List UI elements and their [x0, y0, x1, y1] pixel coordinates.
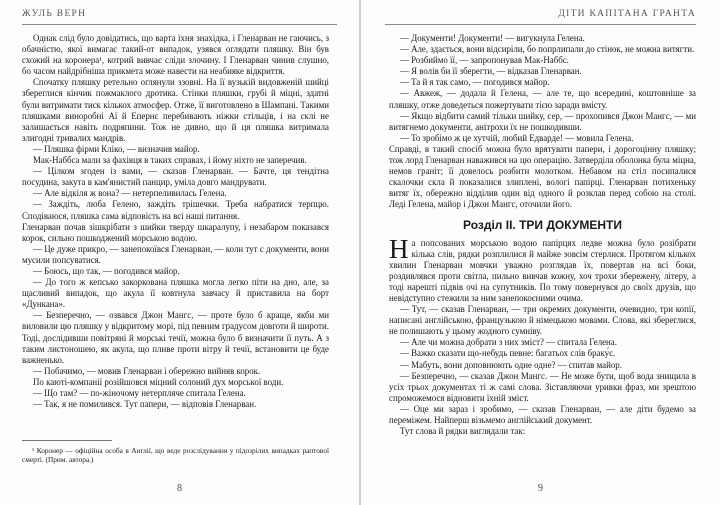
paragraph: — Оце ми зараз і зробимо, — сказав Гленарван, — але діти будемо за переміжем. Найперш візьмемо англійський документ.: [389, 403, 696, 425]
chapter-heading: Розділ II. ТРИ ДОКУМЕНТИ: [463, 217, 622, 232]
paragraph: — Авжеж, — додала й Гелена, — але те, що всередині, коштовніше за пляшку, отже доведеться пожертувати тією заради вмісту.: [389, 88, 696, 110]
paragraph: — Якщо відбити самий тільки шийку, сер, — прохопився Джон Мангс, — ми витягнемо документи, анітрохи їх не пошкодивши.: [389, 110, 696, 132]
right-page-body: [389, 33, 696, 437]
first-paragraph-text: а попсованих морською водою папірцях ледве можна було розібрати кілька слів, рядки розплилися й майже зовсім стерлися. Протягом кількох хвилин Гленарван мовчки уважно розглядав їх, повертав на всі боки, роздивлявся проти світла, пильно вивчав кожну, хоч трохи збережену, літеру, а тоді нарешті підвів очі на супутників. По тому повернувся до своїх друзів, що невідступно стежили за ним занепокоєними очима.: [389, 237, 696, 303]
paragraphs-after-chapter: [389, 304, 696, 437]
paragraph: — Важко сказати що-небудь певне: багатьох слів браку́є.: [400, 348, 616, 359]
paragraph: Тут слова й рядки виглядали так:: [400, 426, 526, 437]
running-head-author: ЖУЛЬ ВЕРН: [22, 9, 87, 19]
running-head-title: ДІТИ КАПІТАНА ГРАНТА: [558, 9, 696, 19]
chapter-first-paragraph: [389, 233, 696, 305]
page-number-right: 9: [538, 483, 543, 494]
right-page: [361, 0, 720, 505]
paragraph: — Безперечно, — сказав Джон Мангс. — Не може бути, щоб вода знищила в усіх трьох документах ті ж самі слова. Зіставляючи уривки фраз, ми зрештою спроможемося відновити їхній зміст.: [389, 370, 696, 403]
paragraph: — Заждіть, люба Гелено, заждіть трішечки. Треба набратися терпцю. Сподіваюся, пляшка сама відповість на всі наші питання.: [22, 199, 329, 221]
paragraph: — Я волів би її зберегти, — відказав Гленарван.: [400, 66, 582, 77]
paragraph: Однак слід було довідатись, що варта їхня знахідка, і Гленарван не гаючись, з обачністю, якої вимагає такий-от випадок, узявся оглядати пляшку. Він був схожий на коронера¹, котрий вивчає сліди злочину. І Гленарван чинив слушно, бо часом найдрібніша прикмета може навести на неабияке відкриття.: [22, 33, 329, 77]
drop-cap: Н: [389, 233, 409, 264]
paragraph: Мак-Наббса мали за фахівця в таких справах, і йому ніхто не заперечив.: [33, 155, 307, 166]
paragraph: — Але чи можна добрати з них зміст? — спитала Гелена.: [400, 337, 617, 348]
paragraph: — Так, я не помилився. Тут папери, — відповів Гленарван.: [33, 399, 257, 410]
paragraph: Спочатку пляшку ретельно оглянули ззовні. На її вузькій видовженій шийці збереглися кінчик пожмаклого дротика. Стінки пляшки, грубі й міцні, здатні були витримати тиск кількох атмосфер. Отже, її виготовлено в Шампані. Такими пляшками виноробні Аї й Епернє перебивають ніжки стільців, і на склі не залишається навіть подряпини. Тож не дивно, що й ця пляшка витримала злигодні тривалих мандрів.: [22, 77, 329, 143]
paragraph: — Боюсь, що так, — погодився майор.: [33, 265, 180, 276]
paragraph: Справді, в такий спосіб можна було врятувати папери, і дорогоцінну пляшку; тож лорд Гленарван наважився на цю операцію. Затверділа оболонка була міцна, немов граніт; її довелось розбити молотком. Небавом на стіл посипалися скалочки скла й показалися злиплені, вологі папірці. Гленарван потихеньку витяг їх, обережно відділив один від одного й розклав перед собою на столі. Леді Гелена, майор і Джон Мангс, оточили його.: [389, 143, 696, 210]
paragraph: — Розбиймо її, — запропонував Мак-Наббс.: [400, 55, 569, 66]
paragraph: — Мабуть, вони доповнюють одне одне? — спитав майор.: [400, 359, 622, 370]
paragraph: — Документи! Документи! — вигукнула Гелена.: [400, 33, 585, 43]
left-page: [0, 0, 359, 505]
paragraph: — Безперечно, — озвався Джон Мангс, — проте було б краще, якби ми виловили цю пляшку у відкритому морі, під певним градусом довготи й широти. Тоді, дослідивши повітряні й морські течії, можна було б визначити її путь. А з таким листоношею, як акула, що пливе проти вітру й течії, встановити це буде важненько.: [22, 310, 329, 365]
paragraph: — То зробімо ж це хутчій, любий Едварде! — мовила Гелена.: [400, 132, 634, 143]
paragraph: — Цілком згоден із вами, — сказав Гленарван. — Бачте, ця тендітна посудина, закута в кам'янистий панцир, уміла довго мандрувати.: [22, 166, 329, 188]
left-page-body: [22, 33, 329, 410]
paragraph: Гленарван почав зішкрібати з шийки тверду шкаралупу, і незабаром показався корок, сильно пошкоджений морською водою.: [22, 221, 329, 243]
paragraph: — Це дуже прикро, — занепокоївся Гленарван, — коли тут є документи, вони мусили попсуватися.: [22, 243, 329, 265]
footnote-rule: [22, 440, 112, 441]
header-rule: [22, 24, 337, 25]
paragraph: — Пляшка фірми Кліко, — визначив майор.: [33, 143, 200, 154]
paragraph: — До того ж кепсько закоркована пляшка могла легко піти на дно, але, за щасливий випадок, що акула її ковтнула завчасу й приставила на борт «Дункана».: [22, 277, 329, 310]
paragraph: — Та й я так само, — погодився майор.: [400, 77, 550, 88]
header-rule: [385, 24, 696, 25]
paragraph: — Тут, — сказав Гленарван, — три окремих документи, очевидно, три копії, написані англійською, французькою й німецькою мовами. Слова, які збереглися, не полишають у цьому жодного сумніву.: [389, 304, 696, 337]
paragraph: — Але відкіля ж вона? — нетерпеливилась Гелена.: [33, 188, 227, 199]
paragraphs-before-chapter: [389, 33, 696, 211]
page-number-left: 8: [177, 483, 182, 494]
paragraph: — Що там? — по-жіночому нетерпляче спитала Гелена.: [33, 388, 246, 398]
paragraph: По каюті-компанії розійшовся міцний солоний дух морської води.: [33, 376, 284, 387]
paragraph: — Але, здається, вони відсиріли, бо попрлипали до стінок, не можна витягти.: [400, 44, 695, 55]
footnote: ¹ Коронер — офіційна особа в Англії, що веде розслідування у підозрілих випадках раптової смерті. (Прим. автора.): [22, 446, 329, 465]
paragraph: — Побачимо, — мовив Гленарван і обережно вийняв корок.: [33, 365, 261, 376]
